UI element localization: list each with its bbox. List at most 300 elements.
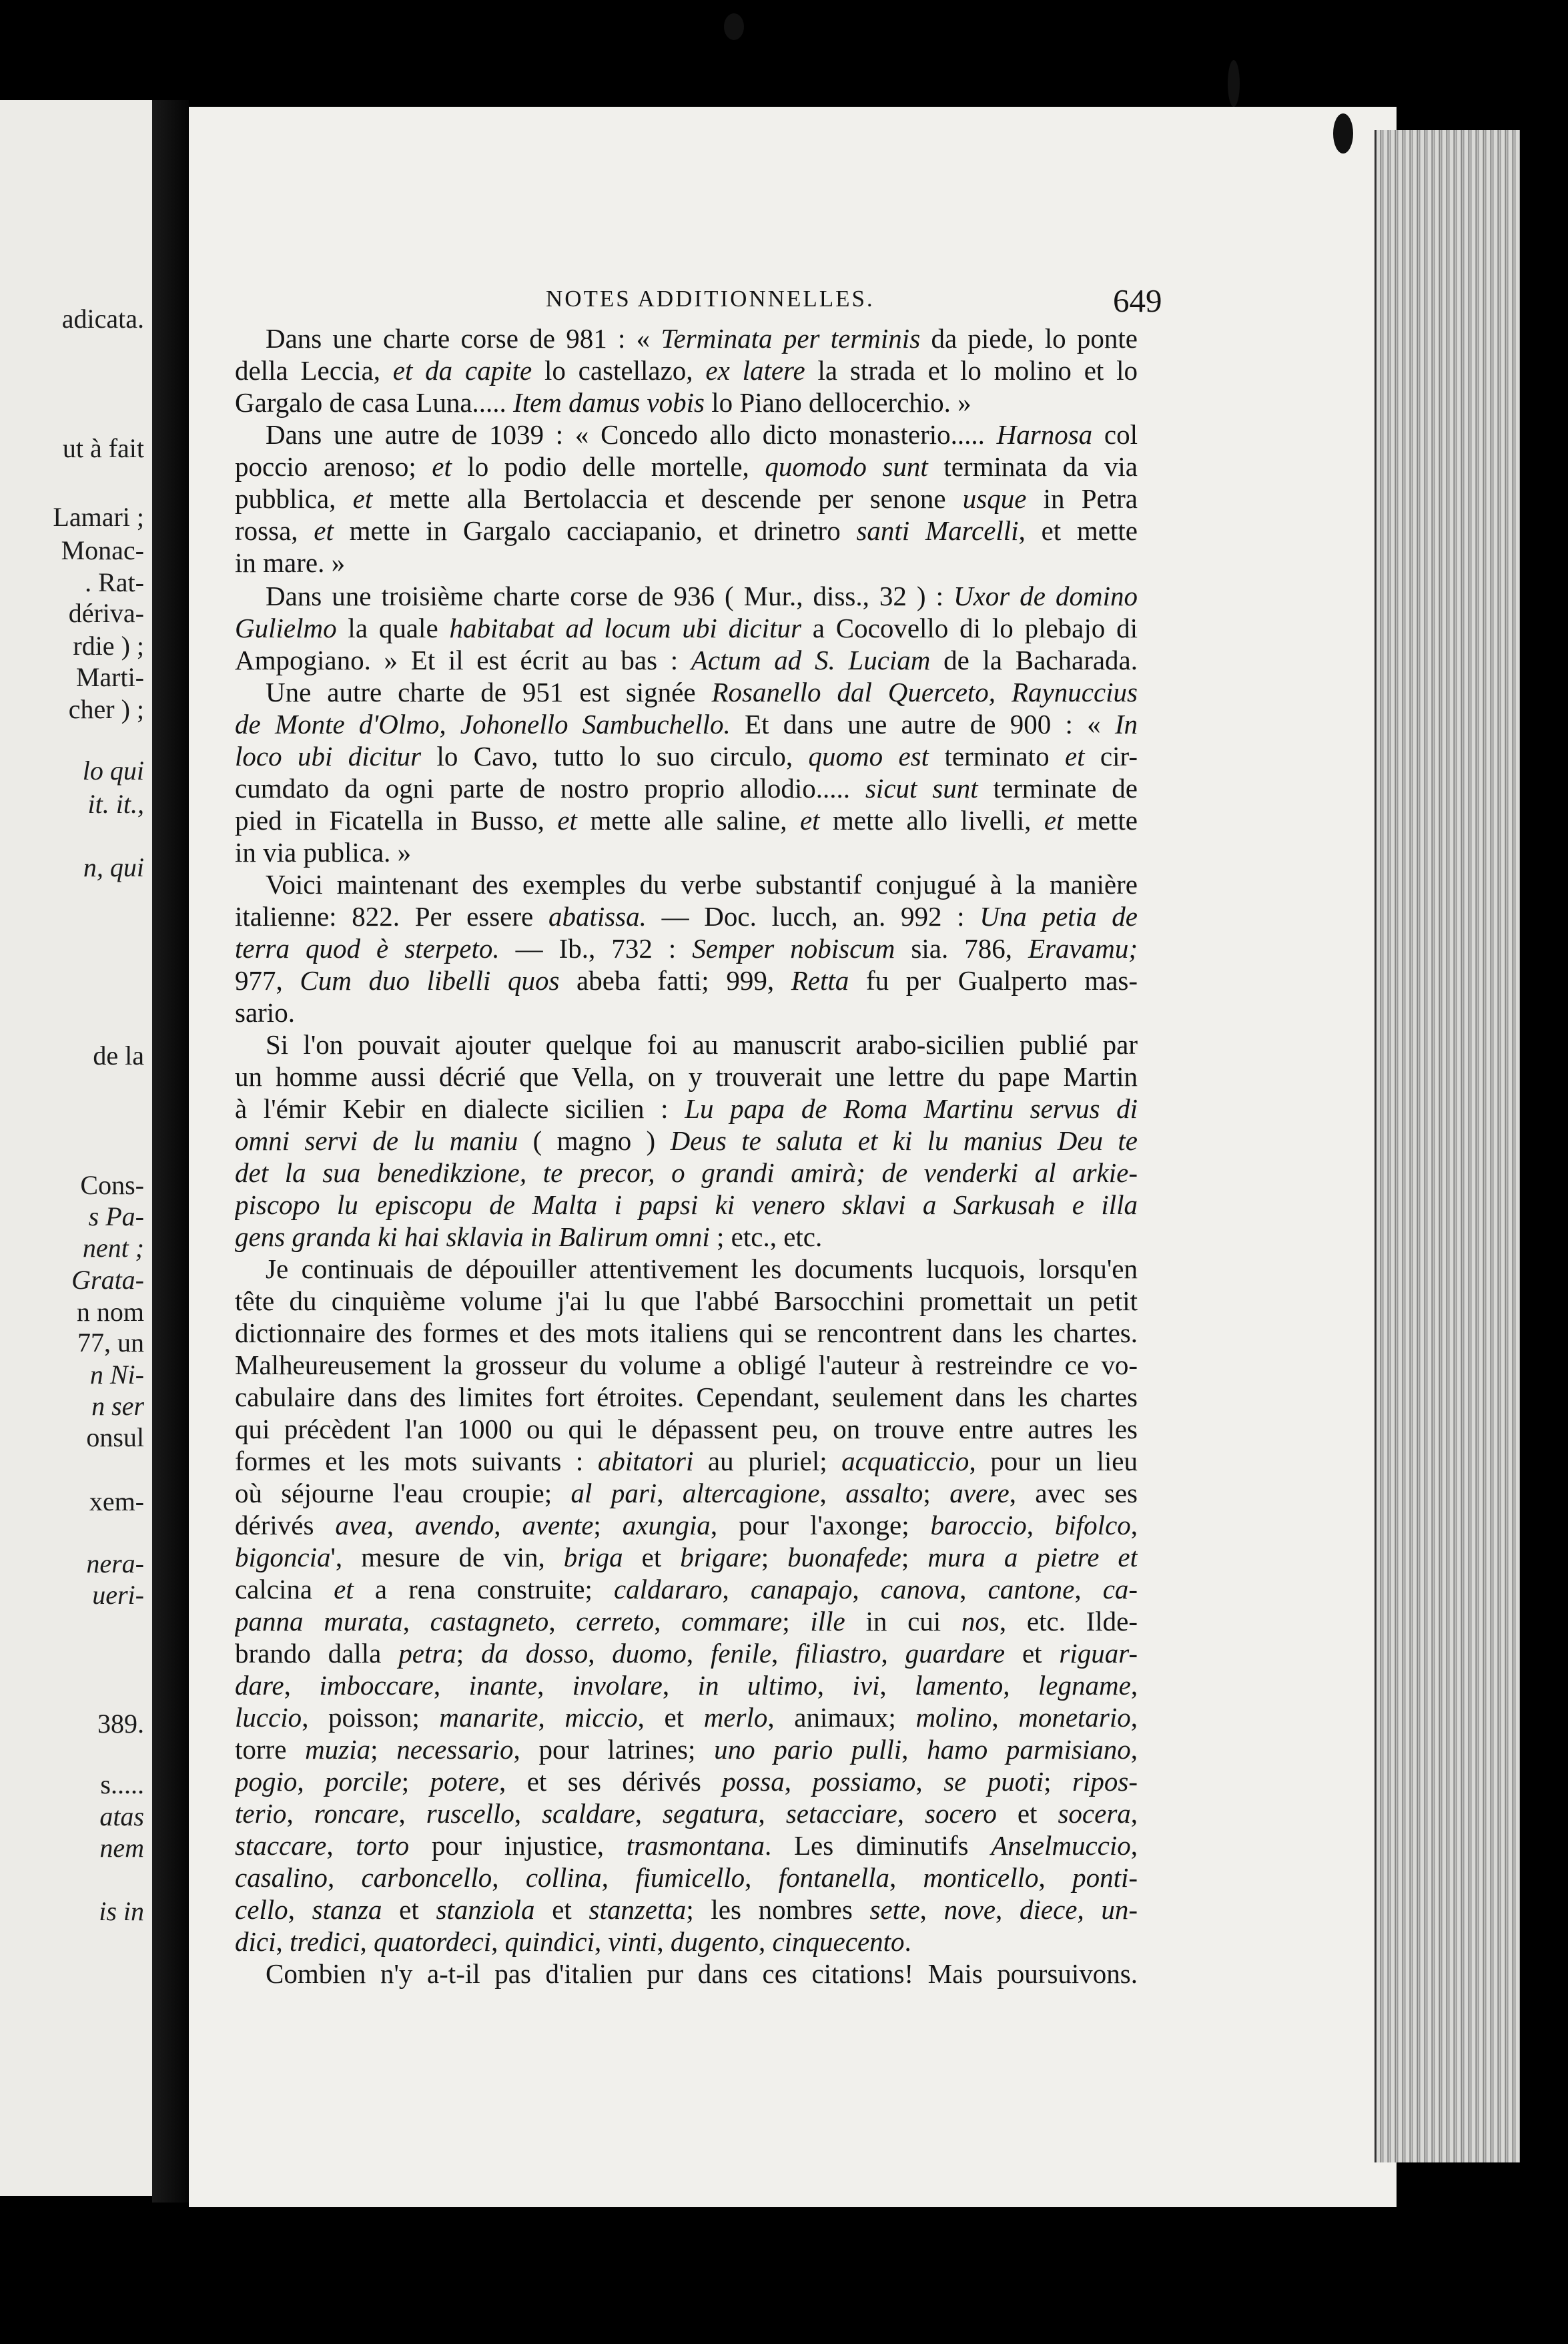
facing-page-fragment: 77, un (77, 1328, 144, 1358)
text-line (235, 1701, 1138, 1734)
facing-page-fragment: ut à fait (62, 433, 144, 463)
italic-text-segment: ille (810, 1606, 845, 1637)
italic-text-segment: castagneto (430, 1606, 549, 1637)
text-segment: la strada et lo molino et lo (805, 355, 1138, 386)
italic-text-segment: possa (722, 1766, 785, 1797)
text-line (235, 1220, 1138, 1253)
italic-text-segment: tredici (289, 1926, 360, 1957)
italic-text-segment: pogio (235, 1766, 298, 1797)
text-segment: ; (456, 1638, 481, 1669)
text-segment: , (881, 1638, 905, 1669)
facing-page-fragment: Cons- (80, 1170, 144, 1200)
text-segment: , (548, 1606, 576, 1637)
italic-text-segment: axungia (622, 1510, 711, 1540)
text-line (235, 1540, 1138, 1574)
italic-text-segment: diece (1019, 1894, 1078, 1925)
facing-page-fragment: n Ni- (89, 1360, 144, 1390)
text-segment: fu per Gualperto mas- (849, 965, 1138, 996)
italic-text-segment: cerreto (576, 1606, 655, 1637)
italic-text-segment: duomo (612, 1638, 687, 1669)
italic-text-segment: acquaticcio (841, 1446, 969, 1476)
text-segment: poccio arenoso; (235, 451, 432, 482)
text-segment: in cui (845, 1606, 961, 1637)
scan-smudge (1333, 113, 1353, 154)
text-segment: , (537, 1670, 572, 1701)
text-line (235, 611, 1138, 645)
text-line (235, 450, 1138, 483)
italic-text-segment: uno pario pulli (714, 1734, 902, 1765)
italic-text-segment: avere (949, 1478, 1010, 1508)
text-segment: , (889, 1862, 923, 1893)
facing-page-fragment: rdie ) ; (73, 631, 144, 661)
text-segment: où séjourne l'eau croupie; (235, 1478, 571, 1508)
text-segment: , (492, 1862, 526, 1893)
facing-page-fragment: n, qui (83, 852, 144, 882)
text-segment: , (1074, 1574, 1103, 1604)
text-segment: 977, (235, 965, 300, 996)
text-line (235, 1572, 1138, 1606)
italic-text-segment: collina (525, 1862, 602, 1893)
text-line (235, 996, 1138, 1029)
text-line (235, 1444, 1138, 1478)
text-segment: , (758, 1798, 786, 1829)
italic-text-segment: nove (943, 1894, 996, 1925)
italic-text-segment: buonafede (787, 1542, 901, 1572)
italic-text-segment: bigoncia (235, 1542, 331, 1572)
text-segment: cir- (1084, 741, 1138, 772)
italic-text-segment: monticello (923, 1862, 1039, 1893)
text-segment: , (601, 1862, 636, 1893)
facing-page-fragment: atas (99, 1801, 144, 1831)
text-segment: , (386, 1510, 415, 1540)
text-segment: in mare. » (235, 547, 346, 578)
text-segment: ; (593, 1510, 623, 1540)
facing-page-fragment: cher ) ; (68, 694, 144, 724)
text-segment: Voici maintenant des exemples du verbe substantif conjugué à la manière (266, 869, 1138, 900)
text-segment: au pluriel; (693, 1446, 842, 1476)
italic-text-segment: omni servi de lu maniu (235, 1125, 518, 1156)
italic-text-segment: canova (880, 1574, 960, 1604)
text-segment: dictionnaire des formes et des mots italiens qui se rencontrent dans les chartes. (235, 1317, 1138, 1348)
text-segment: , pour latrines; (513, 1734, 715, 1765)
text-segment: col (1092, 419, 1138, 450)
italic-text-segment: de Monte d'Olmo, Johonello Sambuchello. (235, 709, 731, 740)
italic-text-segment: merlo (703, 1702, 768, 1733)
text-segment: , (745, 1862, 779, 1893)
italic-text-segment: possiamo (812, 1766, 916, 1797)
text-segment: , poisson; (302, 1702, 440, 1733)
text-segment: , et ses dérivés (498, 1766, 723, 1797)
italic-text-segment: imboccare (319, 1670, 434, 1701)
italic-text-segment: mura a pietre et (927, 1542, 1138, 1572)
italic-text-segment: briga (563, 1542, 623, 1572)
text-segment: , (654, 1606, 682, 1637)
text-segment: , (494, 1510, 522, 1540)
text-segment: , (819, 1478, 846, 1508)
text-segment: ; (923, 1478, 950, 1508)
text-line (235, 1893, 1138, 1926)
italic-text-segment: inante (468, 1670, 538, 1701)
facing-page-fragment: is in (99, 1896, 144, 1926)
text-segment: rossa, (235, 515, 314, 546)
text-segment: ; les nombres (686, 1894, 870, 1925)
text-segment: , (817, 1670, 853, 1701)
italic-text-segment: guardare (905, 1638, 1006, 1669)
italic-text-segment: Terminata per terminis (661, 323, 921, 354)
text-segment: cumdato da ogni parte de nostro proprio allodio..... (235, 773, 865, 804)
italic-text-segment: habitabat ad locum ubi dicitur (449, 613, 801, 643)
text-segment: brando dalla (235, 1638, 399, 1669)
text-line (235, 482, 1138, 515)
italic-text-segment: altercagione (682, 1478, 820, 1508)
italic-text-segment: sicut sunt (865, 773, 978, 804)
text-segment: Et dans une autre de 900 : « (730, 709, 1115, 740)
text-line (235, 1156, 1138, 1189)
italic-text-segment: avendo (414, 1510, 494, 1540)
text-segment: lo Piano dellocerchio. » (705, 387, 971, 418)
text-segment: , (771, 1638, 796, 1669)
italic-text-segment: ex latere (705, 355, 805, 386)
text-segment: , (595, 1926, 609, 1957)
text-segment: , (288, 1894, 312, 1925)
facing-page-fragment: nem (99, 1833, 144, 1863)
italic-text-segment: scaldare (542, 1798, 635, 1829)
text-line (235, 1092, 1138, 1125)
facing-page-fragment: s..... (100, 1769, 144, 1799)
text-segment: , (1130, 1830, 1138, 1861)
text-line (235, 804, 1138, 837)
italic-text-segment: det la sua benedikzione, te precor, o grandi amirà; de venderki al arkie- (235, 1157, 1138, 1188)
italic-text-segment: miccio (564, 1702, 638, 1733)
text-segment: mette alla Bertolaccia et descende per senone (372, 483, 963, 514)
text-segment: calcina (235, 1574, 334, 1604)
text-segment: Une autre charte de 951 est signée (266, 677, 712, 707)
text-segment: ', mesure de vin, (330, 1542, 564, 1572)
text-segment: della Leccia, (235, 355, 393, 386)
text-segment: da piede, lo ponte (920, 323, 1138, 354)
italic-text-segment: et (432, 451, 452, 482)
text-segment: abeba fatti; 999, (559, 965, 791, 996)
italic-text-segment: Una petia de (979, 901, 1138, 932)
italic-text-segment: panna murata (235, 1606, 403, 1637)
text-segment: , (284, 1670, 320, 1701)
text-segment: terminato (929, 741, 1065, 772)
text-line (235, 1380, 1138, 1414)
text-segment: , (852, 1574, 881, 1604)
italic-text-segment: assalto (845, 1478, 923, 1508)
text-segment: , (915, 1766, 944, 1797)
text-segment: a rena construite; (353, 1574, 614, 1604)
text-segment: et (382, 1894, 436, 1925)
italic-text-segment: luccio (235, 1702, 302, 1733)
italic-text-segment: necessario (396, 1734, 514, 1765)
text-line (235, 1348, 1138, 1382)
text-segment: , et mette (1018, 515, 1138, 546)
italic-text-segment: brigare (680, 1542, 761, 1572)
text-segment: qui précèdent l'an 1000 ou qui le dépassent peu, on trouve entre autres les (235, 1414, 1138, 1444)
text-segment: — Doc. lucch, an. 992 : (646, 901, 980, 932)
text-segment: , avec ses (1009, 1478, 1138, 1508)
text-segment: , (1130, 1734, 1138, 1765)
text-segment: , (897, 1798, 925, 1829)
italic-text-segment: filiastro (795, 1638, 881, 1669)
text-segment: Dans une charte corse de 981 : « (266, 323, 661, 354)
facing-page-fragment: Grata- (71, 1265, 144, 1295)
text-segment: , (1130, 1702, 1138, 1733)
italic-text-segment: caldararo (613, 1574, 723, 1604)
text-line (235, 1412, 1138, 1446)
text-segment: Gargalo de casa Luna..... (235, 387, 514, 418)
text-segment: , (635, 1798, 663, 1829)
text-segment: , (657, 1926, 671, 1957)
italic-text-segment: quomo est (808, 741, 929, 772)
text-line (235, 1733, 1138, 1766)
text-segment: un homme aussi décrié que Vella, on y trouverait une lettre du pape Martin (235, 1061, 1138, 1092)
text-segment: , (491, 1926, 505, 1957)
italic-text-segment: monetario (1018, 1702, 1131, 1733)
text-segment: et (996, 1798, 1058, 1829)
text-segment: , (1003, 1670, 1038, 1701)
italic-text-segment: et (314, 515, 334, 546)
text-segment: la quale (336, 613, 450, 643)
running-head-title: NOTES ADDITIONNELLES. (546, 286, 875, 312)
text-line (235, 546, 1138, 579)
page-block-edges (1375, 130, 1520, 2162)
text-line (235, 1637, 1138, 1670)
text-segment: ; (761, 1542, 788, 1572)
italic-text-segment: torto (356, 1830, 410, 1861)
text-segment: Ampogiano. » Et il est écrit au bas : (235, 645, 691, 675)
italic-text-segment: un- (1101, 1894, 1138, 1925)
text-segment: , (326, 1830, 356, 1861)
text-segment: ; (370, 1734, 397, 1765)
italic-text-segment: vinti (608, 1926, 657, 1957)
italic-text-segment: Eravamu; (1028, 933, 1138, 964)
text-segment: lo Cavo, tutto lo suo circulo, (421, 741, 809, 772)
italic-text-segment: quatordeci (374, 1926, 492, 1957)
text-segment: Malheureusement la grosseur du volume a obligé l'auteur à restreindre ce vo- (235, 1350, 1138, 1380)
text-segment: , (538, 1702, 565, 1733)
italic-text-segment: dici (235, 1926, 276, 1957)
italic-text-segment: ripos- (1072, 1766, 1138, 1797)
text-segment: in Petra (1026, 483, 1138, 514)
text-segment: , (360, 1926, 374, 1957)
facing-page-fragment: Lamari ; (53, 502, 144, 532)
text-segment: , (758, 1926, 773, 1957)
italic-text-segment: socera (1058, 1798, 1131, 1829)
text-line (235, 643, 1138, 677)
italic-text-segment: dare (235, 1670, 284, 1701)
text-segment: de la Bacharada. (930, 645, 1138, 675)
italic-text-segment: carboncello (361, 1862, 492, 1893)
facing-page-fragment: s Pa- (88, 1201, 144, 1231)
italic-text-segment: trasmontana (626, 1830, 765, 1861)
text-segment: , (662, 1670, 698, 1701)
italic-text-segment: manarite (439, 1702, 538, 1733)
italic-text-segment: Cum duo libelli quos (300, 965, 560, 996)
facing-page-fragment: n nom (76, 1297, 144, 1327)
text-segment: et (534, 1894, 589, 1925)
text-segment: , (919, 1894, 944, 1925)
facing-page-fragment: nent ; (82, 1233, 144, 1263)
facing-page-fragment: ueri- (92, 1580, 144, 1610)
italic-text-segment: usque (962, 483, 1027, 514)
text-segment: , (1026, 1510, 1055, 1540)
italic-text-segment: Harnosa (996, 419, 1093, 450)
scan-smudge (724, 13, 744, 40)
text-segment: lo podio delle mortelle, (451, 451, 765, 482)
facing-page-fragment: dériva- (68, 598, 144, 628)
text-line (235, 1188, 1138, 1221)
text-segment: , pour un lieu (969, 1446, 1138, 1476)
text-segment: mette allo livelli, (819, 805, 1044, 836)
text-segment: ; (401, 1766, 430, 1797)
text-segment: , (1038, 1862, 1073, 1893)
italic-text-segment: et (352, 483, 373, 514)
page-number: 649 (1113, 282, 1162, 319)
text-segment: Si l'on pouvait ajouter quelque foi au manuscrit arabo-sicilien publié par (266, 1029, 1138, 1060)
facing-page-fragment: Monac- (61, 535, 144, 565)
text-segment: , etc. Ilde- (999, 1606, 1138, 1637)
text-segment: pour injustice, (409, 1830, 627, 1861)
italic-text-segment: dugento (670, 1926, 759, 1957)
italic-text-segment: Semper nobiscum (692, 933, 895, 964)
text-segment: ( magno ) (518, 1125, 671, 1156)
text-segment: , (1130, 1798, 1138, 1829)
text-line (235, 1765, 1138, 1798)
text-segment: — Ib., 732 : (499, 933, 693, 964)
italic-text-segment: potere (430, 1766, 499, 1797)
text-segment: , (286, 1798, 314, 1829)
text-line (235, 1284, 1138, 1317)
scan-smudge (1228, 60, 1240, 107)
text-segment: , (657, 1478, 683, 1508)
italic-text-segment: canapajo (750, 1574, 853, 1604)
italic-text-segment: bifolco (1054, 1510, 1131, 1540)
text-line (235, 514, 1138, 547)
text-line (235, 900, 1138, 933)
text-segment: , (327, 1862, 362, 1893)
italic-text-segment: nos (961, 1606, 1000, 1637)
italic-text-segment: baroccio (930, 1510, 1027, 1540)
italic-text-segment: da dosso (480, 1638, 589, 1669)
italic-text-segment: porcile (325, 1766, 402, 1797)
italic-text-segment: et (1064, 741, 1085, 772)
text-segment: , (276, 1926, 290, 1957)
text-line (235, 1861, 1138, 1894)
text-segment: , (996, 1894, 1020, 1925)
facing-page-fragment: . Rat- (85, 567, 144, 597)
facing-page-fragment: adicata. (61, 304, 144, 334)
text-line (266, 418, 1138, 451)
italic-text-segment: piscopo lu episcopu de Malta i papsi ki venero sklavi a Sarkusah e illa (235, 1189, 1138, 1220)
book-gutter (152, 100, 189, 2203)
text-line (235, 1797, 1138, 1830)
italic-text-segment: Gulielmo (235, 613, 337, 643)
text-segment: , pour l'axonge; (710, 1510, 931, 1540)
text-line (235, 1508, 1138, 1542)
italic-text-segment: cantone (988, 1574, 1075, 1604)
italic-text-segment: ivi (852, 1670, 880, 1701)
italic-text-segment: cello (235, 1894, 288, 1925)
italic-text-segment: staccare (235, 1830, 327, 1861)
italic-text-segment: in ultimo (697, 1670, 817, 1701)
text-segment: à l'émir Kebir en dialecte sicilien : (235, 1093, 685, 1124)
text-segment: , animaux; (767, 1702, 916, 1733)
italic-text-segment: avea (335, 1510, 387, 1540)
text-line (266, 579, 1138, 613)
italic-text-segment: setacciare (785, 1798, 897, 1829)
text-line (235, 386, 1138, 419)
italic-text-segment: fontanella (778, 1862, 889, 1893)
facing-page-fragment: Marti- (75, 662, 144, 692)
italic-text-segment: quomodo sunt (765, 451, 928, 482)
text-line (235, 740, 1138, 773)
text-line (266, 1252, 1138, 1285)
text-segment: pied in Ficatella in Busso, (235, 805, 558, 836)
facing-page-fragment: n ser (91, 1391, 144, 1421)
text-line (235, 772, 1138, 805)
text-line (266, 1028, 1138, 1061)
italic-text-segment: petra (398, 1638, 456, 1669)
italic-text-segment: segatura (663, 1798, 759, 1829)
text-segment: italienne: 822. Per essere (235, 901, 548, 932)
italic-text-segment: Item damus vobis (513, 387, 705, 418)
facing-page-fragment: it. it., (87, 789, 144, 819)
italic-text-segment: et (799, 805, 820, 836)
italic-text-segment: Uxor de domino (953, 581, 1138, 611)
text-segment: , (1077, 1894, 1102, 1925)
text-line (235, 932, 1138, 965)
italic-text-segment: avente (522, 1510, 594, 1540)
italic-text-segment: loco ubi dicitur (235, 741, 422, 772)
italic-text-segment: gens granda ki hai sklavia in Balirum omni (235, 1221, 710, 1252)
text-segment: , (402, 1606, 430, 1637)
text-segment: , (1130, 1510, 1138, 1540)
text-segment: formes et les mots suivants : (235, 1446, 598, 1476)
italic-text-segment: muzia (305, 1734, 371, 1765)
text-line (235, 1124, 1138, 1157)
italic-text-segment: abitatori (597, 1446, 694, 1476)
italic-text-segment: Retta (791, 965, 849, 996)
text-segment: pubblica, (235, 483, 353, 514)
italic-text-segment: Anselmuccio (991, 1830, 1131, 1861)
text-segment: torre (235, 1734, 306, 1765)
italic-text-segment: commare (681, 1606, 783, 1637)
text-line (266, 1957, 1138, 1990)
italic-text-segment: Deus te saluta et ki lu manius Deu te (670, 1125, 1138, 1156)
text-segment: mette alle saline, (576, 805, 800, 836)
text-segment: , (1130, 1670, 1138, 1701)
italic-text-segment: stanziola (436, 1894, 535, 1925)
text-segment: ; (1044, 1766, 1073, 1797)
text-segment: lo castellazo, (532, 355, 706, 386)
text-segment: sario. (235, 997, 295, 1028)
facing-page-fragment: lo qui (82, 756, 144, 786)
facing-page-fragment: 389. (97, 1709, 144, 1739)
text-segment: , (879, 1670, 915, 1701)
text-segment: ; etc., etc. (709, 1221, 823, 1252)
text-line (235, 964, 1138, 997)
text-segment: , (901, 1734, 927, 1765)
facing-page-edge (0, 100, 152, 2196)
italic-text-segment: terio (235, 1798, 287, 1829)
italic-text-segment: santi Marcelli (856, 515, 1019, 546)
text-segment: , (992, 1702, 1019, 1733)
text-segment: . (904, 1926, 911, 1957)
italic-text-segment: ruscello (426, 1798, 514, 1829)
text-segment: , (784, 1766, 813, 1797)
